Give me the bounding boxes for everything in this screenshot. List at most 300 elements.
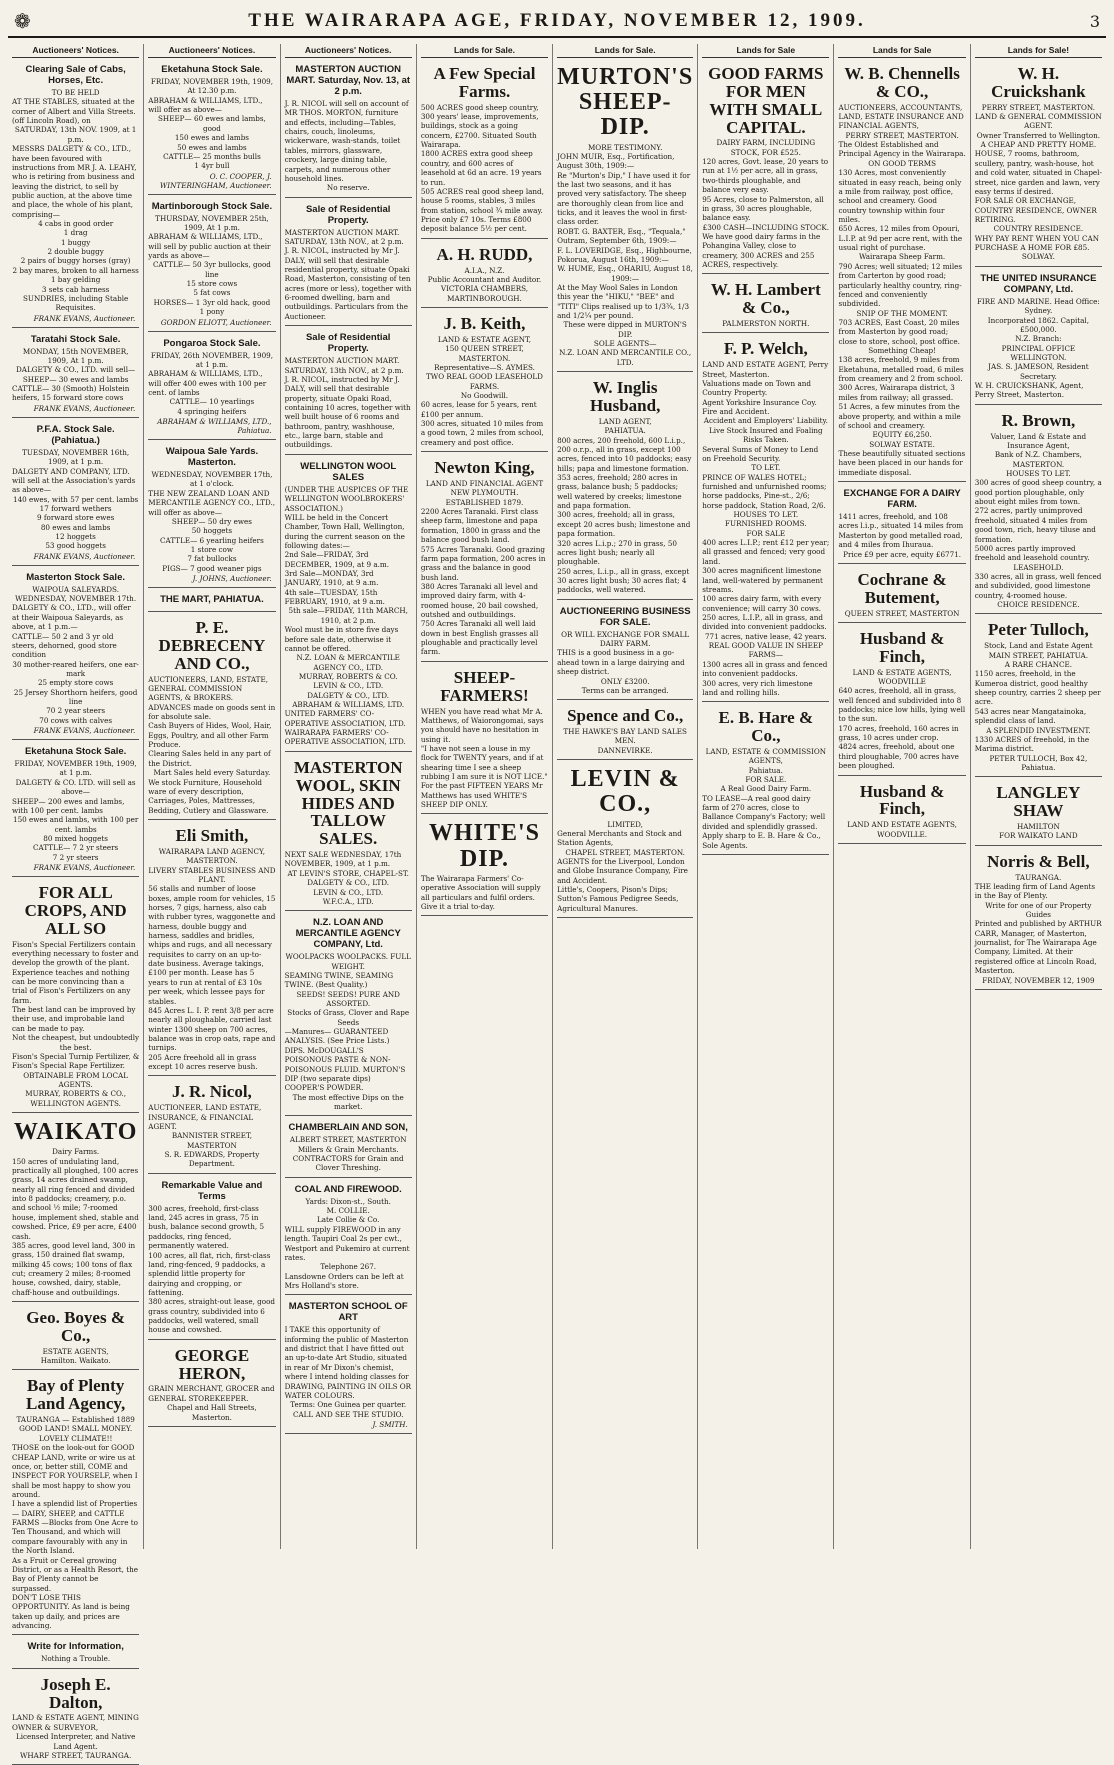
ad-text: Cash Buyers of Hides, Wool, Hair, Eggs, Poultry, and all other Farm Produce. <box>148 721 272 750</box>
ad-text: 150 acres of undulating land, practically all ploughed, 100 acres grass, 14 acres drained swamp, nearly all ring fenced and divided into 8 paddocks; creamery, p.o. and school ½ mile; 7-roomed house, implement shed, stable and cowshed. Price, £9 per acre, £400 cash. <box>12 1156 139 1241</box>
ad-title: W. Inglis Husband, <box>589 378 661 416</box>
ad-text: 1 buggy <box>60 237 91 247</box>
ad-text: 5000 acres partly improved freehold and leasehold country. <box>974 543 1090 563</box>
ad-signature: ABRAHAM & WILLIAMS, LTD., Pahiatua. <box>157 417 272 436</box>
ad-text: TO LET. <box>751 463 781 473</box>
advertisement <box>285 1119 412 1177</box>
masthead-title: THE WAIRARAPA AGE, FRIDAY, NOVEMBER 12, 1909. <box>248 10 866 31</box>
ad-text: LAND & ESTATE AGENT, MINING OWNER & SURVEYOR, <box>12 1713 139 1732</box>
ad-text: COUNTRY RESIDENCE. <box>993 224 1084 234</box>
column-header: Lands for Sale! <box>975 44 1102 58</box>
ad-title: THE UNITED INSURANCE COMPANY, Ltd. <box>980 272 1097 295</box>
ad-text: AUCTIONEERS, ACCOUNTANTS, LAND, ESTATE INSURANCE AND FINANCIAL AGENTS, <box>838 102 964 131</box>
ad-text: CONTRACTORS for Grain and Clover Threshing. <box>292 1154 404 1173</box>
ad-title: Spence and Co., <box>567 706 684 726</box>
advertisement <box>285 61 412 198</box>
ad-text: We stock Furniture, Household ware of every description, Carriages, Poles, Mattresses, Bedding, Cutlery and Glassware. <box>148 777 269 815</box>
ad-text: 1 bay gelding <box>50 275 101 285</box>
ad-text: £300 CASH—INCLUDING STOCK. <box>702 222 830 232</box>
ad-title: E. B. Hare & Co., <box>718 708 814 746</box>
advertisement <box>12 1116 139 1302</box>
ad-text: WAIPOUA SALEYARDS. <box>32 584 120 594</box>
ad-text: A.I.A., N.Z. <box>464 265 505 275</box>
ad-title: WAIKATO <box>13 1119 138 1146</box>
advertisement <box>838 779 965 844</box>
ad-text: SHEEP— 50 dry ewes <box>171 516 252 526</box>
ad-text: PERRY STREET, MASTERTON. <box>981 102 1096 112</box>
ad-text: AUCTIONEER, LAND ESTATE, INSURANCE, & FINANCIAL AGENT. <box>148 1103 262 1131</box>
ad-text: 1330 ACRES of freehold, in the Marima district. <box>974 734 1090 754</box>
ad-text: 50 hoggets <box>191 526 233 536</box>
ad-text: 25 Jersey Shorthorn heifers, good line <box>13 687 138 707</box>
ad-text: ABRAHAM & WILLIAMS, LTD., will offer 400 ewes with 100 per cent. of lambs <box>148 369 267 397</box>
ad-text: F. L. LOVERIDGE, Esq., Highbourne, Pokorua, August 16th, 1909:— <box>557 245 692 264</box>
ad-text: 771 acres, native lease, 42 years. <box>704 631 827 641</box>
ad-text: LEVIN & CO., LTD. <box>313 681 384 691</box>
ad-text: OR WILL EXCHANGE FOR SMALL DAIRY FARM. <box>561 629 690 649</box>
ad-title: FOR ALL CROPS, AND ALL SO <box>24 883 127 938</box>
ad-title: P. E. DEBRECENY AND CO., <box>158 618 266 673</box>
advertisement <box>148 823 275 1076</box>
ad-text: AUCTIONEERS, LAND, ESTATE, GENERAL COMMISSION AGENTS, & BROKERS. <box>148 674 269 703</box>
ad-text: MASTERTON AUCTION MART. SATURDAY, 13th NOV., at 2 p.m. <box>284 227 404 246</box>
ad-text: SOLWAY ESTATE. <box>869 439 935 449</box>
ad-text: Pahiatua. <box>748 765 783 775</box>
ad-text: 51 Acres, a few minutes from the above property, and within a mile of school and creamery. <box>838 402 961 430</box>
ad-text: WEDNESDAY, NOVEMBER 17th. <box>15 594 137 604</box>
ad-text: 800 acres, 200 freehold, 600 L.i.p., 200 o.r.p., all in grass, except 100 acres, fenced into 10 paddocks; easy hills; papa and limestone formation. <box>557 435 692 473</box>
ad-text: 53 good hoggets <box>45 541 106 551</box>
column-3 <box>281 44 417 1549</box>
ad-text: FOR WAIKATO LAND <box>999 831 1078 841</box>
ad-text: THURSDAY, NOVEMBER 25th, 1909, At 1 p.m. <box>155 213 269 232</box>
ad-text: Clearing Sales held in any part of the District. <box>148 749 271 768</box>
ad-text: The best land can be improved by their use, and improbable land can be made to pay. <box>12 1005 136 1033</box>
ad-text: 3 sets cab harness <box>41 284 110 294</box>
ad-title: J. R. Nicol, <box>172 1082 252 1102</box>
ad-signature: FRANK EVANS, Auctioneer. <box>33 313 136 323</box>
ad-text: W.F.C.A., LTD. <box>322 896 374 906</box>
ad-text: LEASEHOLD. <box>1013 562 1064 572</box>
ad-text: Several Sums of Money to Lend on Freehold Security. <box>702 444 819 463</box>
ad-title: Sale of Residential Property. <box>305 332 391 355</box>
ad-text: N.Z. LOAN & MERCANTILE AGENCY CO., LTD. <box>296 653 400 672</box>
ad-title: EXCHANGE FOR A DAIRY FARM. <box>843 488 961 511</box>
ad-text: 80 ewes and lambs <box>40 522 111 532</box>
columns <box>8 44 1106 1760</box>
ad-title: R. Brown, <box>1001 410 1076 430</box>
advertisement <box>421 665 548 815</box>
ad-text: 12 hoggets <box>55 532 96 542</box>
ad-text: OBTAINABLE FROM LOCAL AGENTS. <box>23 1070 128 1089</box>
ad-text: SATURDAY, 13th NOV. 1909, at 1 p.m. <box>14 125 137 144</box>
ad-text: 150 QUEEN STREET, MASTERTON. <box>445 344 524 363</box>
ad-text: Lansdowne Orders can be left at Mrs Holland's store. <box>284 1271 404 1290</box>
ad-text: Wool must be in store five days before sale date, otherwise it cannot be offered. <box>284 625 399 653</box>
ad-text: Something Cheap! <box>868 346 937 356</box>
ad-text: BANNISTER STREET, MASTERTON <box>171 1131 253 1150</box>
ad-text: MORE TESTIMONY. <box>587 142 663 152</box>
ad-title: MURTON'S SHEEP-DIP. <box>557 64 694 141</box>
ad-text: HOUSE, 7 rooms, bathroom, scullery, pantry, wash-house, hot and cold water, situated in Chapel-street, nice garden and lawn, very easy terms if desired. <box>974 149 1102 196</box>
column-header: Lands for Sale <box>838 44 965 58</box>
ad-text: 130 Acres, most conveniently situated in easy reach, being only a mile from railway, post office, school and creamery. Good country township within four miles. <box>838 168 962 224</box>
ad-text: THIS is a good business in a go-ahead town in a large dairying and sheep district. <box>557 648 685 677</box>
ad-title: W. H. Lambert & Co., <box>710 280 821 318</box>
ad-text: FRIDAY, NOVEMBER 19th, 1909, At 12.30 p.m. <box>150 77 273 96</box>
advertisement <box>975 780 1102 845</box>
ad-text: TAURANGA — Established 1889 <box>16 1415 135 1425</box>
ad-title: W. B. Chennells & CO., <box>844 64 960 101</box>
ad-text: PETER TULLOCH, Box 42, Pahiatua. <box>989 753 1088 772</box>
ad-text: Little's, Coopers, Pison's Dips; Sutton's Famous Pedigree Seeds, Agricultural Manures. <box>557 885 679 913</box>
ad-text: Write for one of our Property Guides <box>985 900 1092 919</box>
advertisement <box>148 1079 275 1173</box>
advertisement <box>975 617 1102 777</box>
ad-text: MURRAY, ROBERTS & CO. <box>298 671 398 681</box>
ad-text: Dairy Farms. <box>52 1147 100 1157</box>
column-2 <box>144 44 280 1549</box>
ad-text: The Wairarapa Farmers' Co-operative Association will supply all particulars and fulfil orders. Give it a trial to-day. <box>420 873 541 911</box>
ad-text: SEEDS! SEEDS! PURE AND ASSORTED. <box>296 989 400 1009</box>
ad-text: MONDAY, 15th NOVEMBER, 1909, At 1 p.m. <box>22 346 129 365</box>
ad-text: LAND & ESTATE AGENT, <box>437 334 532 344</box>
ad-text: Nothing a Trouble. <box>41 1654 111 1664</box>
ad-text: Experience teaches and nothing can be more convincing than a trial of Fison's Fertilizers on any farm. <box>12 967 131 1005</box>
masthead <box>8 6 1106 38</box>
ad-title: Norris & Bell, <box>987 851 1090 871</box>
ad-text: Chapel and Hall Streets, Masterton. <box>167 1403 257 1422</box>
ad-text: 25 empty store cows <box>37 678 114 688</box>
ad-text: These beautifully situated sections have been placed in our hands for immediate disposal. <box>838 448 966 477</box>
ad-text: W. H. CRUICKSHANK, Agent, Perry Street, Masterton. <box>974 381 1084 400</box>
advertisement <box>702 61 829 274</box>
ad-title: GEORGE HERON, <box>174 1345 250 1383</box>
ad-title: W. H. Cruickshank <box>991 64 1086 101</box>
ad-text: 400 acres L.I.P.; rent £12 per year; all grassed and fenced; very good land. <box>702 538 830 566</box>
ad-text: 50 ewes and lambs <box>177 142 247 152</box>
ad-text: ABRAHAM & WILLIAMS, LTD., will offer as above— <box>148 95 263 115</box>
ad-text: 95 Acres, close to Palmerston, all in grass, 30 acres ploughable, balance easy. <box>702 194 824 223</box>
ad-text: General Merchants and Stock and Station Agents, <box>557 828 682 848</box>
ad-title: SHEEP-FARMERS! <box>440 667 529 705</box>
ad-text: ALBERT STREET, MASTERTON <box>289 1135 407 1145</box>
ad-text: —Manures— GUARANTEED ANALYSIS. (See Price Lists.) <box>284 1027 390 1046</box>
ad-text: LAND AGENT, <box>598 416 652 426</box>
ad-text: VICTORIA CHAMBERS, MARTINBOROUGH. <box>440 284 529 303</box>
advertisement <box>702 336 829 702</box>
ad-text: 7 2 yr steers <box>52 852 99 862</box>
ad-text: Incorporated 1862. Capital, £500,000. <box>987 315 1090 334</box>
ad-text: W. HUME, Esq., OHARIU, August 18, 1909:— <box>557 264 693 283</box>
ad-signature: FRANK EVANS, Auctioneer. <box>33 551 136 561</box>
ad-text: LAND & ESTATE AGENTS, WOODVILLE <box>852 667 952 686</box>
advertisement <box>285 1298 412 1434</box>
ad-text: LAND AND ESTATE AGENT, Perry Street, Masterton. <box>702 360 829 379</box>
ad-text: ESTATE AGENTS, <box>42 1346 109 1356</box>
ad-text: 100 acres dairy farm, with every convenience; will carry 30 cows. <box>702 594 822 613</box>
ad-text: J. R. NICOL, instructed by Mr J. DALY, will sell that desirable residential property, situate Opaki Road, Masterton, consisting of ten acres (more or less), together with 6-roomed dwelling, barn and outbuildings. Particulars from the Auctioneer. <box>284 246 412 321</box>
ad-text: ABRAHAM & WILLIAMS, LTD., will sell by public auction at their yards as above— <box>148 232 271 261</box>
ad-text: DAIRY FARM, INCLUDING STOCK, FOR £525. <box>716 138 816 157</box>
ad-text: Printed and published by ARTHUR CARR, Manager, of Masterton, journalist, for The Wairarapa Age Company, Limited. At their registered office at Lincoln Road, Masterton. <box>974 919 1102 976</box>
ad-text: FIRE AND MARINE. Head Office: Sydney. <box>976 296 1100 316</box>
advertisement <box>285 201 412 327</box>
ad-signature: FRANK EVANS, Auctioneer. <box>33 863 136 873</box>
ad-text: DON'T LOSE THIS OPPORTUNITY. As land is being taken up daily, and prices are advancing. <box>12 1592 130 1631</box>
ad-text: AGENTS for the Liverpool, London and Globe Insurance Company, Fire and Accident. <box>557 856 688 885</box>
ad-text: LAND AND ESTATE AGENTS, WOODVILLE. <box>847 820 957 839</box>
ad-text: LIVERY STABLES BUSINESS AND PLANT. <box>148 865 276 884</box>
ad-text: 17 forward wethers <box>39 503 112 513</box>
ad-text: 56 stalls and number of loose boxes, ample room for vehicles, 15 horses, 7 gigs, harness, also cab with rubber tyres, waggonette and harness, double buggy and harness, saddles and bridles, whips and rugs, and all necessary requisites to carry on an up-to-date business. Average takings, £100 per month. Lease has 5 years to run at rental of £3 10s per week, which lessee pays for stables. <box>148 884 276 1006</box>
advertisement <box>702 277 829 333</box>
ad-text: NEXT SALE WEDNESDAY, 17th NOVEMBER, 1909, at 1 p.m. <box>284 850 402 869</box>
ad-text: REAL GOOD VALUE IN SHEEP FARMS— <box>708 641 823 660</box>
ad-title: Husband & Finch, <box>859 781 945 819</box>
ad-text: 575 Acres Taranaki. Good grazing farm papa formation, 200 acres in grass and the balance in good bush land. <box>420 544 546 582</box>
ad-text: SOLE AGENTS— <box>593 339 657 349</box>
ad-text: 650 Acres, 12 miles from Opouri, L.I.P. at 9d per acre rent, with the usual right of purchase. <box>838 224 963 253</box>
ad-text: 4824 acres, freehold, about one third ploughable, 700 acres have been ploughed. <box>838 742 959 771</box>
ad-title: Write for Information, <box>27 1641 124 1653</box>
ad-text: SUNDRIES, including Stable Requisites. <box>22 293 129 313</box>
ad-text: 300 acres, situated 10 miles from a good town, 2 miles from school, creamery and post office. <box>420 419 544 447</box>
ad-text: DALGETY & CO., LTD. <box>307 878 390 888</box>
advertisement <box>285 329 412 455</box>
ad-text: A RARE CHANCE. <box>1004 659 1073 669</box>
ad-text: 7 fat bullocks <box>187 554 237 564</box>
ad-text: 1300 acres all in grass and fenced into convenient paddocks. <box>702 659 828 679</box>
ad-text: (UNDER THE AUSPICES OF THE WELLINGTON WOOLBROKERS' ASSOCIATION.) <box>284 484 409 513</box>
advertisement <box>148 198 275 332</box>
ad-text: Public Accountant and Auditor. <box>427 274 542 284</box>
ad-text: 1411 acres, freehold, and 108 acres l.i.p., situated 14 miles from Masterton by good metalled road, and 4 miles from Ihuraua. <box>838 512 964 550</box>
ad-text: DALGETY AND COMPANY, LTD. will sell at the Association's yards as above— <box>12 466 136 495</box>
ad-text: A SPLENDID INVESTMENT. <box>986 725 1091 735</box>
ad-text: Telephone 267. <box>320 1262 377 1272</box>
advertisement <box>421 61 548 239</box>
ad-text: Price £9 per acre, equity £6771. <box>843 549 962 559</box>
ad-signature: FRANK EVANS, Auctioneer. <box>33 403 136 413</box>
ad-text: SEAMING TWINE, SEAMING TWINE. (Best Quality.) <box>284 970 394 990</box>
column-8 <box>971 44 1106 1549</box>
ad-text: WHEN you have read what Mr A. Matthews, of Waiorongomai, says you should have no hesitation in using it. <box>420 706 544 744</box>
ad-text: 703 ACRES, East Coast, 20 miles from Masterton by good road; close to store, school, post office. <box>838 317 960 346</box>
ad-text: LAND, ESTATE & COMMISSION AGENTS, <box>705 746 827 766</box>
ad-title: A. H. RUDD, <box>436 244 533 264</box>
advertisement <box>148 615 275 820</box>
ad-text: 300 Acres, Wairarapa district, 3 miles from railway; all grassed. <box>838 383 955 402</box>
ad-text: TAURANGA. <box>1015 872 1062 882</box>
advertisement <box>421 817 548 916</box>
ad-text: MESSRS DALGETY & CO., LTD., have been favoured with instructions from MR J. A. LEAHY, who is retiring from business and leaving the district, to sell by public auction, at the above time and place, the whole of his plant, comprising— <box>12 144 137 219</box>
ad-text: WEDNESDAY, NOVEMBER 17th, at 1 o'clock. <box>151 470 273 489</box>
ad-text: A Real Good Dairy Farm. <box>720 784 812 794</box>
ad-title: Cochrane & Butement, <box>857 569 947 607</box>
ad-text: TUESDAY, NOVEMBER 16th, 1909, at 1 p.m. <box>22 447 130 467</box>
ad-text: AT THE STABLES, situated at the corner of Albert and Villa Streets. (off Lincoln Road), on <box>12 97 136 126</box>
ad-text: 9 forward store ewes <box>37 513 115 523</box>
ad-text: HAMILTON <box>1016 821 1060 831</box>
ad-text: A CHEAP AND PRETTY HOME. <box>980 140 1097 150</box>
ad-text: 380 acres, straight-out lease, good grass country, subdivided into 6 paddocks, well watered, small house and cowshed. <box>148 1297 276 1335</box>
ad-text: As a Fruit or Cereal growing District, or as a Health Resort, the Bay of Plenty cannot be surpassed. <box>12 1555 138 1593</box>
ad-text: LIMITED, <box>607 819 643 829</box>
ad-text: 300 acres of good sheep country, a good portion ploughable, only about eight miles from town. <box>974 478 1102 507</box>
ad-text: JAS. S. JAMESON, Resident Secretary. <box>988 362 1089 381</box>
advertisement <box>975 408 1102 615</box>
page-number: 3 <box>1089 11 1100 31</box>
ad-text: Millers & Grain Merchants. <box>297 1144 399 1154</box>
ad-text: Fison's Special Turnip Fertilizer, & Fison's Special Rape Fertilizer. <box>12 1051 140 1071</box>
ad-text: I TAKE this opportunity of informing the public of Masterton and district that I have fitted out an up-to-date Art Studio, situated in rear of Mr Dixon's chemist, where I intend holding classes for DRAWING, PAINTING IN OILS OR WATER COLOURS. <box>284 1325 412 1400</box>
ad-text: CATTLE— 6 yearling heifers <box>160 535 264 545</box>
ad-text: Licensed Interpreter, and Native Land Agent. <box>15 1732 136 1751</box>
advertisement <box>12 1373 139 1635</box>
ad-text: SNIP OF THE MOMENT. <box>856 308 948 318</box>
ad-text: No reserve. <box>326 183 370 193</box>
column-7 <box>834 44 970 1549</box>
ad-text: HOUSES TO LET. <box>1006 469 1071 479</box>
ad-title: GOOD FARMS FOR MEN WITH SMALL CAPITAL. <box>708 64 824 137</box>
ad-text: WOOLPACKS WOOLPACKS. FULL WEIGHT. <box>285 952 411 971</box>
ad-text: DALGETY & CO., LTD. <box>307 690 390 700</box>
ad-text: 30 mother-reared heifers, one ear-mark <box>12 659 139 678</box>
column-header: Auctioneers' Notices. <box>12 44 139 58</box>
ad-text: 2nd Sale—FRIDAY, 3rd DECEMBER, 1909, at 9 a.m. <box>284 550 390 569</box>
advertisement <box>702 705 829 855</box>
ad-title: Clearing Sale of Cabs, Horses, Etc. <box>25 64 126 86</box>
ad-text: 385 acres, good level land, 300 in grass, 150 drained flat swamp, milking 45 cows; 100 tons of flax cut; creamery 2 miles; 8-roomed house, cowshed, dairy, stable, chaff-house and outbuildings. <box>12 1240 136 1297</box>
column-5 <box>553 44 698 1549</box>
advertisement <box>12 569 139 740</box>
ad-text: 70 cows with calves <box>39 715 113 725</box>
advertisement <box>148 443 275 588</box>
ad-text: 250 acres, L.I.P., all in grass, and divided into convenient paddocks. <box>702 613 827 632</box>
ad-text: 845 Acres L. I. P. rent 3/8 per acre nearly all ploughable, carried last winter 1300 sheep on 700 acres, balance was in crop oats, rape and turnips. <box>148 1005 276 1053</box>
advertisement <box>12 1672 139 1765</box>
ad-text: 2200 Acres Taranaki. First class sheep farm, limestone and papa formation, 1800 in grass and the balance good bush land. <box>420 507 541 545</box>
ad-text: 300 acres, very rich limestone land and rolling hills. <box>702 678 813 697</box>
ad-title: Pongaroa Stock Sale. <box>163 337 261 349</box>
column-header: Auctioneers' Notices. <box>285 44 412 58</box>
ad-title: Eketahuna Stock Sale. <box>161 64 263 75</box>
ad-text: Yards: Dixon-st., South. <box>305 1196 391 1206</box>
ad-text: 2 double buggy <box>47 247 104 257</box>
ad-title: Martinborough Stock Sale. <box>151 200 273 212</box>
ad-text: 5 fat cows <box>193 288 231 298</box>
ad-text: 250 acres, L.i.p., all in grass, except 30 acres light bush; 30 acres flat; 4 paddocks, well watered. <box>557 566 690 595</box>
ad-text: TO LEASE—A real good dairy farm of 270 acres, close to Ballance Company's Factory; well divided and splendidly grassed. <box>702 793 826 831</box>
ad-text: GOOD LAND! SMALL MONEY. LOVELY CLIMATE!! <box>19 1424 133 1443</box>
advertisement <box>557 703 693 760</box>
ad-text: Fison's Special Fertilizers contain everything necessary to foster and develop the growth of the plant. <box>12 939 139 968</box>
ad-text: J. R. NICOL will sell on account of MR THOS. MORTON, furniture and effects, including—Tables, chairs, couch, linoleums, wickerware, wash-stands, toilet tables, mirrors, glassware, crockery, large dining table, carpets, and numerous other household lines. <box>284 99 409 183</box>
ad-text: HORSES— 1 3yr old hack, good <box>153 297 271 307</box>
ad-text: N.Z. LOAN AND MERCANTILE CO., LTD. <box>559 348 692 367</box>
advertisement <box>285 1181 412 1296</box>
ad-text: For the past FIFTEEN YEARS Mr Matthews has used WHITE'S SHEEP DIP ONLY. <box>420 781 543 810</box>
ad-title: MASTERTON SCHOOL OF ART <box>288 1301 408 1324</box>
advertisement <box>148 1343 275 1427</box>
ad-title: J. B. Keith, <box>443 314 526 333</box>
ad-text: Owner Transferred to Wellington. <box>976 130 1100 140</box>
ad-text: CATTLE— 25 months bulls <box>163 151 261 161</box>
ad-signature: FRANK EVANS, Auctioneer. <box>33 726 136 736</box>
ad-text: 170 acres, freehold, 160 acres in grass, 10 acres under crop. <box>838 723 959 743</box>
advertisement <box>975 270 1102 405</box>
ad-text: THOSE on the look-out for GOOD CHEAP LAND, write or wire us at once, or, better still, COME and INSPECT FOR YOURSELF, when I shall be most happy to show you around. <box>12 1443 138 1499</box>
advertisement <box>148 335 275 441</box>
ad-text: 140 ewes, with 57 per cent. lambs <box>13 494 139 504</box>
ad-text: 500 ACRES good sheep country, 300 years' lease, improvements, buildings, stock as a going concern, £2700. Situated South Wairarapa. <box>420 102 539 150</box>
ad-text: 80 mixed hoggets <box>43 834 108 843</box>
ad-text: 640 acres, freehold, all in grass, well fenced and subdivided into 8 paddocks; nice low hills, lying well to the sun. <box>838 686 966 724</box>
advertisement <box>12 1638 139 1668</box>
advertisement <box>285 458 412 752</box>
ad-text: THE NEW ZEALAND LOAN AND MERCANTILE AGENCY CO., LTD., will offer as above— <box>148 488 276 517</box>
advertisement <box>12 880 139 1113</box>
advertisement <box>148 591 275 612</box>
ad-text: "I have not seen a louse in my flock for TWENTY years, and if at shearing time I see a sheep rubbing I am sure it is NOT LICE." <box>420 743 548 782</box>
ad-text: 380 Acres Taranaki all level and improved dairy farm, with 4-roomed house, 20 bail cowshed, outshed and outbuildings. <box>420 581 539 620</box>
ad-title: Geo. Boyes & Co., <box>26 1308 125 1345</box>
ad-text: 120 acres, Govt. lease, 20 years to run at 1½ per acre, all in grass, two-thirds ploughable, and balance very easy. <box>702 157 829 195</box>
ad-signature: GORDON ELIOTT, Auctioneer. <box>160 317 272 327</box>
ad-text: CATTLE— 50 3yr bullocks, good line <box>152 260 271 279</box>
ad-text: Re "Murton's Dip," I have used it for the last two seasons, and it has proved very satisfactory. The sheep are thoroughly clean from lice and ticks, and it leaves the wool in first-class order. <box>557 170 691 227</box>
ad-text: 4 cabs in good order <box>38 219 114 229</box>
ad-signature: O. C. COOPER, J. WINTERINGHAM, Auctioneer. <box>159 171 272 190</box>
ad-title: WELLINGTON WOOL SALES <box>300 460 397 483</box>
ad-text: ABRAHAM & WILLIAMS, LTD. <box>292 700 405 710</box>
ad-text: CATTLE— 10 yearlings <box>169 397 255 407</box>
ad-title: N.Z. LOAN AND MERCANTILE AGENCY COMPANY, Ltd. <box>295 917 401 951</box>
ad-text: THE HAWKE'S BAY LAND SALES MEN. <box>563 727 687 746</box>
ad-text: CATTLE— 7 2 yr steers <box>33 843 119 853</box>
ad-text: SHEEP— 60 ewes and lambs, good <box>158 114 266 133</box>
ad-text: CHAPEL STREET, MASTERTON. <box>565 847 685 857</box>
ad-text: Stocks of Grass, Clover and Rape Seeds <box>287 1008 410 1027</box>
ad-title: P.F.A. Stock Sale. (Pahiatua.) <box>36 423 115 446</box>
ad-text: CATTLE— 50 2 and 3 yr old steers, dehorned, good store condition <box>12 631 117 660</box>
ad-text: 330 acres, all in grass, well fenced and subdivided, good limestone country, 4-roomed house. <box>974 571 1102 600</box>
ad-text: CALL AND SEE THE STUDIO. <box>292 1409 404 1419</box>
advertisement <box>557 603 693 701</box>
ad-text: S. R. EDWARDS, Property Department. <box>164 1150 260 1169</box>
column-header: Lands for Sale. <box>421 44 548 58</box>
advertisement <box>12 331 139 418</box>
ad-text: 4 springing heifers <box>177 406 247 416</box>
ad-title: Waipoua Sale Yards. Masterton. <box>165 446 259 469</box>
advertisement <box>557 763 693 918</box>
ad-title: Eketahuna Stock Sale. <box>24 746 127 758</box>
ad-text: AT LEVIN'S STORE, CHAPEL-ST. <box>287 868 409 878</box>
ad-text: TWO REAL GOOD LEASEHOLD FARMS. <box>426 372 543 391</box>
ad-title: Newton King, <box>434 458 535 478</box>
ad-text: ESTABLISHED 1879. <box>445 497 524 507</box>
ad-text: DALGETY & CO., LTD., will offer at their Waipoua Saleyards, as above, at 1 p.m.— <box>12 603 131 632</box>
ad-text: MURRAY, ROBERTS & CO., WELLINGTON AGENTS. <box>25 1089 127 1108</box>
ad-text: 138 acres, freehold, 9 miles from Eketahuna, metalled road, 6 miles from creamery and 2 from school. <box>838 355 964 384</box>
ad-title: Husband & Finch, <box>859 628 945 666</box>
column-1 <box>8 44 144 1760</box>
ad-text: Apply sharp to E. B. Hare & Co., Sole Agents. <box>702 831 821 850</box>
ad-text: 750 Acres Taranaki all well laid down in best English grasses all ploughable and practically level farm. <box>420 619 539 657</box>
advertisement <box>975 61 1102 267</box>
advertisement <box>838 485 965 564</box>
